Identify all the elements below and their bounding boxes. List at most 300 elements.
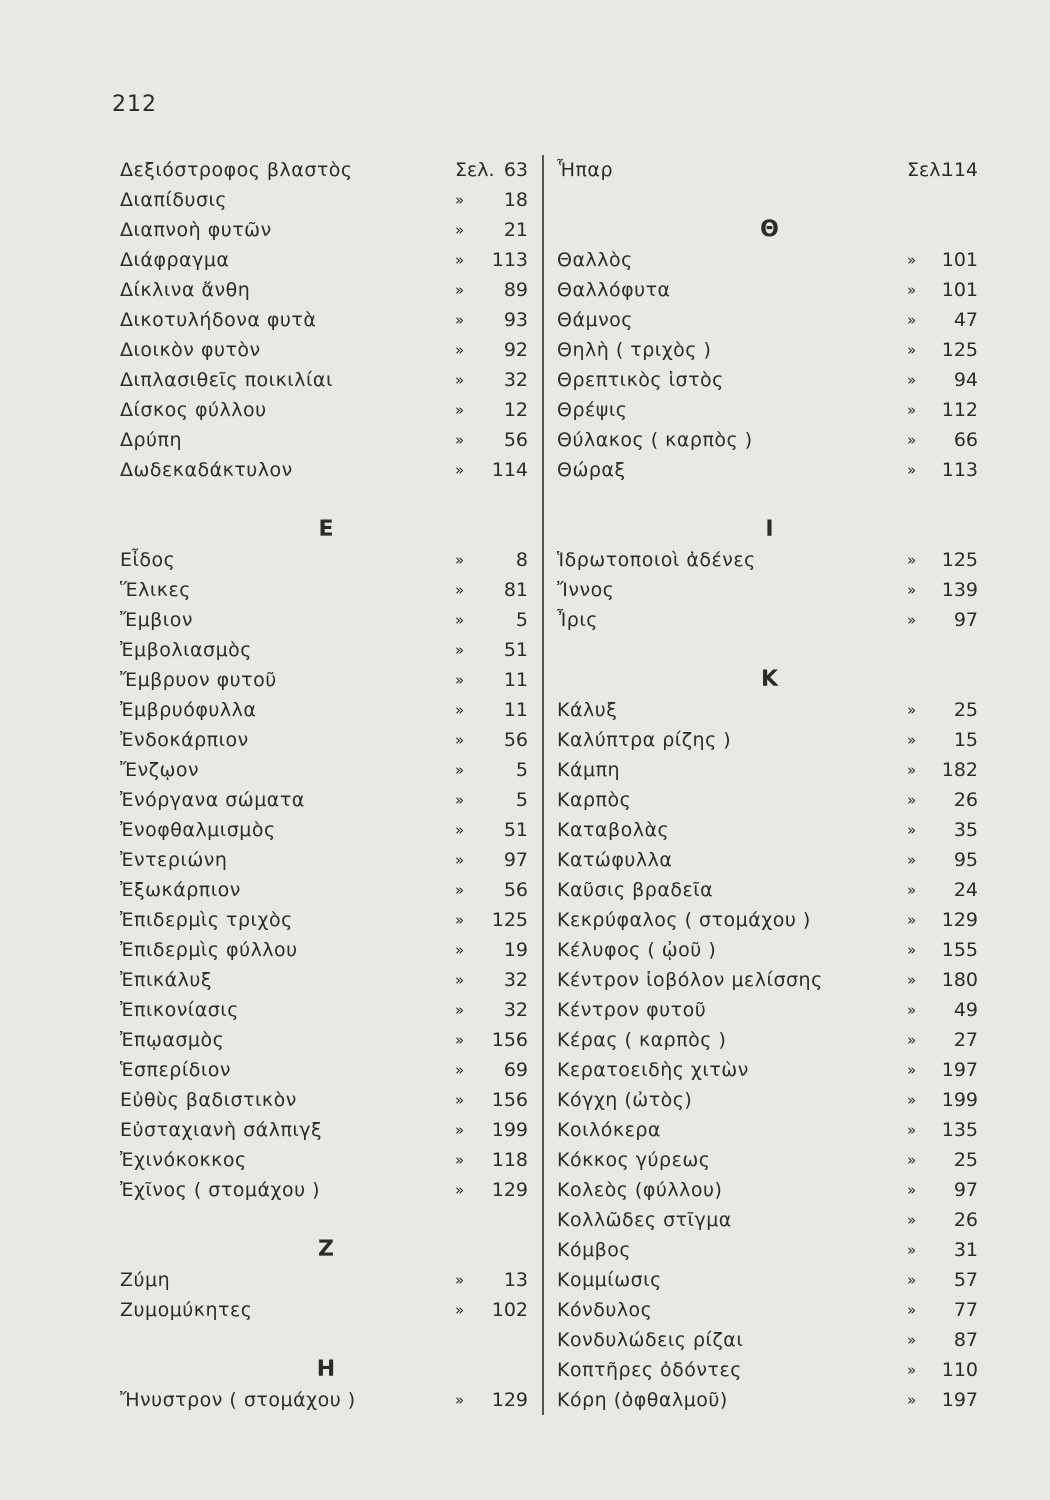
entry-page-number: 92 [503, 339, 528, 361]
entry-term: Κερατοειδὴς χιτὼν [557, 1059, 749, 1081]
index-entry [557, 395, 982, 425]
entry-separator: » [907, 1001, 917, 1019]
entry-separator: » [907, 281, 917, 299]
entry-page-number: 180 [941, 969, 978, 991]
entry-page-number: 139 [941, 579, 978, 601]
entry-term: Κολλῶδες στῖγμα [557, 1209, 732, 1231]
entry-separator: » [455, 1031, 465, 1049]
entry-page-number: 129 [491, 1179, 528, 1201]
index-entry [557, 815, 982, 845]
index-entry [120, 1265, 532, 1295]
index-entry [557, 755, 982, 785]
index-entry [120, 1115, 532, 1145]
index-entry [120, 305, 532, 335]
entry-page-number: 118 [491, 1149, 528, 1171]
index-entry [557, 1265, 982, 1295]
index-entry [557, 1145, 982, 1175]
entry-term: Διοικὸν φυτὸν [120, 339, 261, 361]
entry-term: Κέρας ( καρπὸς ) [557, 1029, 727, 1051]
entry-page-number: 56 [503, 429, 528, 451]
entry-separator: » [907, 431, 917, 449]
entry-term: Ἐπιδερμὶς τριχὸς [120, 909, 293, 931]
index-entry [557, 365, 982, 395]
entry-term: Ἐξωκάρπιον [120, 879, 241, 901]
entry-term: Θάμνος [557, 309, 633, 331]
entry-separator: » [455, 461, 465, 479]
entry-term: Ἐνοφθαλμισμὸς [120, 819, 276, 841]
entry-term: Κομμίωσις [557, 1269, 662, 1291]
entry-page-number: 47 [953, 309, 978, 331]
entry-term: Ἶρις [557, 609, 598, 631]
section-letter: Κ [760, 667, 779, 692]
entry-separator: » [455, 281, 465, 299]
entry-term: Κέντρον ἰοβόλον μελίσσης [557, 969, 823, 991]
index-entry [120, 1385, 532, 1415]
index-entry [557, 305, 982, 335]
entry-page-number: 155 [941, 939, 978, 961]
entry-separator: » [907, 1121, 917, 1139]
entry-term: Ἐπιδερμὶς φύλλου [120, 939, 298, 961]
entry-term: Θρέψις [557, 399, 628, 421]
index-entry [120, 1175, 532, 1205]
entry-page-number: 125 [941, 549, 978, 571]
entry-separator: » [455, 851, 465, 869]
index-entry [557, 1235, 982, 1265]
entry-page-number: 11 [503, 699, 528, 721]
entry-page-number: 156 [491, 1089, 528, 1111]
entry-separator: » [455, 1151, 465, 1169]
entry-page-number: 5 [515, 789, 528, 811]
entry-separator: » [907, 461, 917, 479]
index-entry [557, 335, 982, 365]
index-entry [120, 395, 532, 425]
entry-page-number: 113 [941, 459, 978, 481]
entry-separator: » [907, 1331, 917, 1349]
entry-page-number: 113 [491, 249, 528, 271]
entry-term: Θρεπτικὸς ἱστὸς [557, 369, 724, 391]
entry-separator: » [455, 1001, 465, 1019]
entry-separator: » [455, 1301, 465, 1319]
entry-term: Διπλασιθεῖς ποικιλίαι [120, 369, 333, 391]
entry-term: Κάμπη [557, 759, 621, 781]
entry-separator: » [907, 821, 917, 839]
entry-page-number: 93 [503, 309, 528, 331]
entry-page-number: 77 [953, 1299, 978, 1321]
entry-term: Θαλλὸς [557, 249, 633, 271]
entry-term: Θαλλόφυτα [557, 279, 671, 301]
entry-page-number: 49 [953, 999, 978, 1021]
entry-separator: » [907, 911, 917, 929]
entry-term: Διαπνοὴ φυτῶν [120, 219, 272, 241]
index-entry [120, 575, 532, 605]
index-entry [557, 725, 982, 755]
entry-separator: » [907, 881, 917, 899]
entry-separator: » [907, 791, 917, 809]
index-entry [557, 965, 982, 995]
index-entry [557, 1175, 982, 1205]
entry-term: Ἧπαρ [557, 159, 614, 181]
entry-separator: » [455, 911, 465, 929]
section-spacer [120, 485, 532, 515]
entry-page-number: 125 [491, 909, 528, 931]
index-entry [120, 1295, 532, 1325]
index-entry [120, 695, 532, 725]
index-entry [120, 815, 532, 845]
entry-term: Κόκκος γύρεως [557, 1149, 711, 1171]
entry-separator: » [907, 371, 917, 389]
entry-page-number: 32 [503, 969, 528, 991]
entry-separator: Σελ. [455, 159, 495, 181]
entry-separator: » [455, 881, 465, 899]
index-entry [557, 1385, 982, 1415]
entry-separator: » [455, 251, 465, 269]
entry-separator: » [455, 731, 465, 749]
index-entry [557, 995, 982, 1025]
section-spacer [120, 1325, 532, 1355]
entry-separator: » [907, 1391, 917, 1409]
index-entry [557, 245, 982, 275]
index-entry [120, 785, 532, 815]
entry-separator: » [907, 761, 917, 779]
index-entry [120, 545, 532, 575]
entry-page-number: 125 [941, 339, 978, 361]
index-entry [557, 875, 982, 905]
entry-separator: » [907, 1211, 917, 1229]
index-entry [557, 1205, 982, 1235]
entry-term: Δίκλινα ἄνθη [120, 279, 251, 301]
entry-separator: » [907, 941, 917, 959]
entry-page-number: 101 [941, 249, 978, 271]
entry-term: Κόγχη (ὠτὸς) [557, 1089, 693, 1111]
index-column-right [557, 155, 982, 1415]
entry-separator: » [907, 701, 917, 719]
entry-page-number: 57 [953, 1269, 978, 1291]
entry-page-number: 5 [515, 609, 528, 631]
entry-separator: » [455, 191, 465, 209]
entry-page-number: 24 [953, 879, 978, 901]
entry-term: Ἤνυστρον ( στομάχου ) [120, 1389, 356, 1411]
entry-term: Καῦσις βραδεῖα [557, 879, 714, 901]
section-spacer [557, 635, 982, 665]
entry-term: Εὐσταχιανὴ σάλπιγξ [120, 1119, 323, 1141]
entry-page-number: 197 [941, 1389, 978, 1411]
entry-separator: » [455, 551, 465, 569]
entry-term: Ἐμβρυόφυλλα [120, 699, 257, 721]
entry-page-number: 56 [503, 879, 528, 901]
entry-separator: » [455, 671, 465, 689]
entry-separator: » [455, 791, 465, 809]
index-entry [120, 995, 532, 1025]
entry-term: Ἐπικονίασις [120, 999, 239, 1021]
entry-term: Δικοτυλήδονα φυτὰ [120, 309, 317, 331]
index-entry [557, 845, 982, 875]
entry-term: Θηλὴ ( τριχὸς ) [557, 339, 712, 361]
index-entry [557, 695, 982, 725]
entry-page-number: 69 [503, 1059, 528, 1081]
entry-term: Δεξιόστροφος βλαστὸς [120, 159, 353, 181]
entry-term: Ζυμομύκητες [120, 1299, 253, 1321]
entry-page-number: 12 [503, 399, 528, 421]
index-entry [557, 425, 982, 455]
entry-page-number: 63 [503, 159, 528, 181]
entry-term: Ἐπικάλυξ [120, 969, 212, 991]
entry-page-number: 32 [503, 369, 528, 391]
entry-separator: » [907, 311, 917, 329]
index-entry [120, 155, 532, 185]
index-entry [557, 905, 982, 935]
entry-page-number: 95 [953, 849, 978, 871]
entry-page-number: 25 [953, 1149, 978, 1171]
index-entry [557, 1355, 982, 1385]
index-entry [120, 185, 532, 215]
entry-separator: » [907, 1091, 917, 1109]
index-entry [557, 1115, 982, 1145]
entry-separator: » [907, 1061, 917, 1079]
index-entry [557, 155, 982, 185]
entry-separator: » [907, 581, 917, 599]
index-entry [557, 1085, 982, 1115]
index-entry [557, 1325, 982, 1355]
entry-page-number: 35 [953, 819, 978, 841]
entry-separator: » [907, 1361, 917, 1379]
entry-term: Κάλυξ [557, 699, 618, 721]
entry-term: Ἴννος [557, 579, 615, 601]
entry-term: Ἑσπερίδιον [120, 1059, 232, 1081]
entry-term: Διάφραγμα [120, 249, 230, 271]
entry-term: Ἔνζῳον [120, 759, 200, 781]
entry-separator: » [455, 641, 465, 659]
index-entry [120, 425, 532, 455]
section-spacer [557, 485, 982, 515]
index-column-left [120, 155, 532, 1415]
entry-separator: Σελ. [907, 159, 947, 181]
entry-page-number: 87 [953, 1329, 978, 1351]
entry-separator: » [907, 851, 917, 869]
entry-term: Καρπὸς [557, 789, 632, 811]
entry-page-number: 197 [941, 1059, 978, 1081]
section-spacer [557, 185, 982, 215]
entry-page-number: 156 [491, 1029, 528, 1051]
entry-page-number: 56 [503, 729, 528, 751]
entry-page-number: 129 [491, 1389, 528, 1411]
index-entry [557, 1295, 982, 1325]
entry-term: Ζύμη [120, 1269, 171, 1291]
index-entry [120, 845, 532, 875]
entry-separator: » [455, 761, 465, 779]
entry-page-number: 114 [941, 159, 978, 181]
entry-page-number: 135 [941, 1119, 978, 1141]
entry-page-number: 18 [503, 189, 528, 211]
entry-separator: » [907, 1181, 917, 1199]
entry-term: Κέντρον φυτοῦ [557, 999, 707, 1021]
entry-page-number: 112 [941, 399, 978, 421]
index-entry [120, 1085, 532, 1115]
entry-term: Κοπτῆρες ὀδόντες [557, 1359, 742, 1381]
entry-separator: » [455, 1271, 465, 1289]
entry-term: Ἐχῖνος ( στομάχου ) [120, 1179, 321, 1201]
entry-term: Ἐνδοκάρπιον [120, 729, 249, 751]
index-entry [120, 1025, 532, 1055]
entry-separator: » [907, 341, 917, 359]
entry-term: Ἐμβολιασμὸς [120, 639, 252, 661]
entry-separator: » [455, 701, 465, 719]
entry-term: Θύλακος ( καρπὸς ) [557, 429, 753, 451]
entry-separator: » [455, 1121, 465, 1139]
entry-term: Κοιλόκερα [557, 1119, 661, 1141]
index-entry [120, 965, 532, 995]
entry-separator: » [455, 1391, 465, 1409]
index-entry [557, 1055, 982, 1085]
index-entry [120, 275, 532, 305]
entry-page-number: 21 [503, 219, 528, 241]
entry-separator: » [455, 971, 465, 989]
entry-term: Καταβολὰς [557, 819, 670, 841]
entry-term: Εἶδος [120, 549, 176, 571]
entry-separator: » [907, 971, 917, 989]
entry-term: Κόρη (ὀφθαλμοῦ) [557, 1389, 728, 1411]
entry-term: Κονδυλώδεις ρίζαι [557, 1329, 744, 1351]
entry-term: Κόνδυλος [557, 1299, 653, 1321]
entry-separator: » [907, 1151, 917, 1169]
entry-page-number: 199 [941, 1089, 978, 1111]
entry-page-number: 66 [953, 429, 978, 451]
entry-term: Κεκρύφαλος ( στομάχου ) [557, 909, 811, 931]
entry-term: Εὐθὺς βαδιστικὸν [120, 1089, 297, 1111]
entry-page-number: 8 [515, 549, 528, 571]
entry-page-number: 5 [515, 759, 528, 781]
entry-separator: » [455, 1091, 465, 1109]
entry-term: Κέλυφος ( ᾠοῦ ) [557, 939, 717, 961]
index-entry [120, 605, 532, 635]
entry-separator: » [907, 401, 917, 419]
entry-term: Ἱδρωτοποιοὶ ἀδένες [557, 549, 756, 571]
entry-separator: » [907, 1241, 917, 1259]
entry-term: Δίσκος φύλλου [120, 399, 267, 421]
entry-separator: » [455, 311, 465, 329]
index-entry [120, 455, 532, 485]
entry-term: Κατώφυλλα [557, 849, 673, 871]
index-entry [120, 1055, 532, 1085]
entry-term: Διαπίδυσις [120, 189, 228, 211]
entry-page-number: 27 [953, 1029, 978, 1051]
entry-term: Ἐνόργανα σώματα [120, 789, 305, 811]
entry-page-number: 32 [503, 999, 528, 1021]
index-entry [120, 905, 532, 935]
entry-separator: » [907, 251, 917, 269]
entry-term: Ἐντεριώνη [120, 849, 228, 871]
entry-page-number: 102 [491, 1299, 528, 1321]
section-letter: Ι [765, 517, 774, 542]
entry-separator: » [455, 371, 465, 389]
index-entry [120, 1145, 532, 1175]
entry-separator: » [455, 401, 465, 419]
index-entry [120, 245, 532, 275]
index-entry [120, 365, 532, 395]
index-entry [120, 215, 532, 245]
entry-page-number: 101 [941, 279, 978, 301]
entry-page-number: 81 [503, 579, 528, 601]
index-entry [557, 1025, 982, 1055]
entry-separator: » [907, 611, 917, 629]
section-letter: Θ [760, 217, 779, 242]
entry-page-number: 97 [953, 1179, 978, 1201]
index-entry [120, 635, 532, 665]
section-letter: Ζ [318, 1237, 334, 1262]
entry-separator: » [907, 1271, 917, 1289]
section-letter: Η [316, 1357, 336, 1382]
entry-page-number: 26 [953, 1209, 978, 1231]
entry-term: Θώραξ [557, 459, 626, 481]
entry-page-number: 13 [503, 1269, 528, 1291]
entry-term: Κολεὸς (φύλλου) [557, 1179, 723, 1201]
index-entry [557, 545, 982, 575]
column-divider [542, 155, 544, 1415]
entry-page-number: 51 [503, 639, 528, 661]
entry-page-number: 15 [953, 729, 978, 751]
index-entry [120, 755, 532, 785]
entry-page-number: 31 [953, 1239, 978, 1261]
entry-page-number: 97 [953, 609, 978, 631]
entry-separator: » [907, 551, 917, 569]
entry-separator: » [455, 941, 465, 959]
index-entry [557, 575, 982, 605]
entry-term: Καλύπτρα ρίζης ) [557, 729, 732, 751]
entry-separator: » [455, 341, 465, 359]
entry-page-number: 114 [491, 459, 528, 481]
index-entry [557, 455, 982, 485]
index-entry [557, 785, 982, 815]
entry-separator: » [455, 581, 465, 599]
entry-page-number: 199 [491, 1119, 528, 1141]
entry-page-number: 97 [503, 849, 528, 871]
entry-term: Δρύπη [120, 429, 183, 451]
entry-term: Ἕλικες [120, 579, 191, 601]
page-number: 212 [112, 92, 157, 117]
index-entry [557, 275, 982, 305]
entry-page-number: 182 [941, 759, 978, 781]
section-letter: Ε [318, 517, 334, 542]
section-spacer [120, 1205, 532, 1235]
index-entry [120, 935, 532, 965]
entry-page-number: 94 [953, 369, 978, 391]
index-entry [120, 665, 532, 695]
entry-separator: » [455, 821, 465, 839]
entry-page-number: 25 [953, 699, 978, 721]
entry-page-number: 26 [953, 789, 978, 811]
entry-term: Ἐχινόκοκκος [120, 1149, 247, 1171]
entry-page-number: 129 [941, 909, 978, 931]
index-entry [120, 725, 532, 755]
index-entry [557, 935, 982, 965]
entry-separator: » [455, 431, 465, 449]
entry-page-number: 19 [503, 939, 528, 961]
entry-separator: » [455, 1061, 465, 1079]
entry-term: Ἐπῳασμὸς [120, 1029, 225, 1051]
index-entry [120, 335, 532, 365]
entry-page-number: 11 [503, 669, 528, 691]
entry-page-number: 89 [503, 279, 528, 301]
entry-separator: » [907, 1301, 917, 1319]
entry-separator: » [907, 731, 917, 749]
entry-page-number: 51 [503, 819, 528, 841]
entry-term: Κόμβος [557, 1239, 632, 1261]
entry-separator: » [455, 611, 465, 629]
entry-page-number: 110 [941, 1359, 978, 1381]
entry-separator: » [455, 1181, 465, 1199]
entry-term: Δωδεκαδάκτυλον [120, 459, 293, 481]
entry-separator: » [455, 221, 465, 239]
entry-term: Ἔμβρυον φυτοῦ [120, 669, 277, 691]
